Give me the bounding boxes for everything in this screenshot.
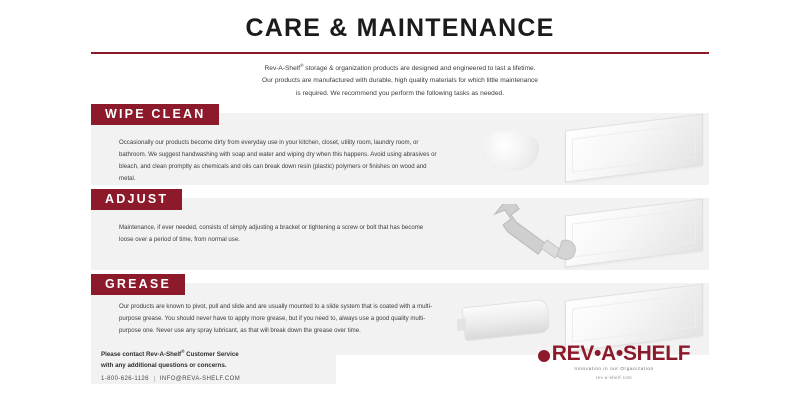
brand-tagline: Innovation in our Organization <box>574 366 654 371</box>
intro-line-1 <box>150 62 650 75</box>
product-illustration-wrench <box>457 198 709 270</box>
note-line-1-pre: Please contact Rev-A-Shelf <box>101 351 182 359</box>
wrench-icon <box>475 204 595 264</box>
shelf-shape-icon <box>565 113 703 182</box>
section-wipe-clean <box>91 106 709 185</box>
intro-line-2: Our products are manufactured with durable, high quality materials for which little maintenance <box>262 77 538 85</box>
section-body-wipe-clean: Occasionally our products become dirty from everyday use in your kitchen, closet, utility room, laundry room, or bathroom. We suggest handwashing with soap and water and wiping dry when this happens. Avoid using abrasives or bleach, and clean promptly as chemicals and oils can break down resin (plastic) polymers or finishes on wood and metal. <box>119 138 437 183</box>
section-body-grease: Our products are known to pivot, pull and slide and are usually mounted to a slide system that is coated with a multi-purpose grease. You should never have to apply more grease, but if you need to, always use a good quality multi-purpose one. Never use any spray lubricant, as that will break down the grease over time. <box>119 302 432 335</box>
customer-service-note <box>91 340 336 384</box>
page-footer <box>91 340 709 386</box>
registered-mark-icon: ® <box>181 349 185 354</box>
phone-link[interactable]: 1-800-626-1126 <box>101 376 155 382</box>
brand-logo <box>519 343 709 364</box>
brand-block <box>519 343 709 380</box>
section-body-adjust: Maintenance, if ever needed, consists of simply adjusting a bracket or tightening a screw or bolt that has become loose over a period of time, from normal use. <box>119 223 424 243</box>
note-line-2: with any additional questions or concerns. <box>101 361 227 369</box>
section-adjust <box>91 191 709 270</box>
email-link[interactable]: INFO@REVA-SHELF.COM <box>159 376 241 383</box>
cloth-shape-icon <box>481 131 539 171</box>
brand-website[interactable]: rev-a-shelf.com <box>595 375 633 380</box>
grease-tube-icon <box>461 298 550 341</box>
brand-name: REV•A•SHELF <box>551 342 691 365</box>
intro-paragraph <box>150 62 650 100</box>
title-divider <box>91 52 709 54</box>
note-line-1-post: Customer Service <box>184 351 239 359</box>
section-tab-wipe-clean: WIPE CLEAN <box>91 104 219 126</box>
page-header <box>0 0 800 100</box>
brand-swoosh-icon <box>538 350 550 362</box>
intro-line-3: is required. We recommend you perform the following tasks as needed. <box>295 89 505 97</box>
page-title: CARE & MAINTENANCE <box>245 14 555 42</box>
intro-line-1-text: storage & organization products are designed and engineered to last a lifetime. <box>303 65 536 73</box>
section-tab-grease: GREASE <box>91 274 185 296</box>
registered-mark-icon: ® <box>300 63 304 68</box>
customer-service-text <box>101 348 326 371</box>
intro-brand: Rev-A-Shelf <box>264 65 301 73</box>
product-illustration-shelf <box>457 113 709 185</box>
contact-row <box>101 376 326 382</box>
section-tab-adjust: ADJUST <box>91 189 182 211</box>
